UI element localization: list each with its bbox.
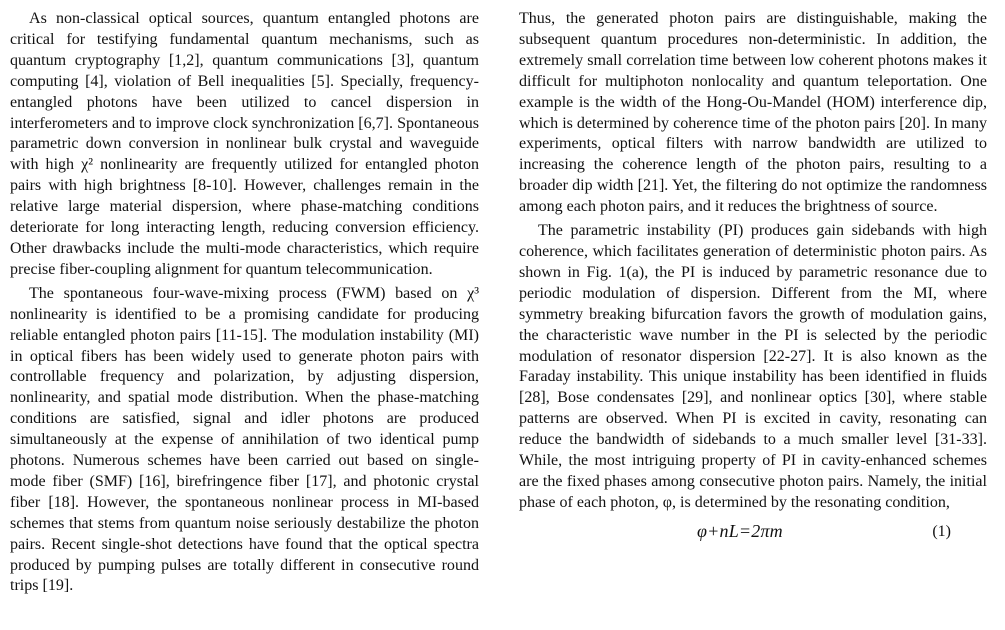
equation-expression: φ+nL=2πm [697,520,783,541]
equation-number: (1) [932,522,951,540]
intro-paragraph-2: The spontaneous four-wave-mixing process (FWM) based on χ³ nonlinearity is identified to be a promising candidate for producing reliable entangled photon pairs [11-15]. The modulation instability (MI) in optical fibers has been widely used to generate photon pairs with controllable frequency and polarization, by adjusting dispersion, nonlinearity, and spatial mode distribution. When the phase-matching conditions are satisfied, signal and idler photons are produced simultaneously at the expense of annihilation of two identical pump photons. Numerous schemes have been carried out based on single-mode fiber (SMF) [16], birefringence fiber [17], and photonic crystal fiber [18]. However, the spontaneous nonlinear process in MI-based schemes that stems from quantum noise seriously destabilize the photon pairs. Recent single-shot detections have found that the optical spectra produced by pumping pulses are totally different in consecutive round trips [19]. [10,284,479,595]
intro-paragraph-1: As non-classical optical sources, quantum entangled photons are critical for testifying fundamental quantum mechanisms, such as quantum cryptography [1,2], quantum communications [3], quantum computing [4], violation of Bell inequalities [5]. Specially, frequency-entangled photons have been utilized to cancel dispersion in interferometers and to improve clock synchronization [6,7]. Spontaneous parametric down conversion in nonlinear bulk crystal and waveguide with high χ² nonlinearity are frequently utilized for entangled photon pairs with high brightness [8-10]. However, challenges remain in the relative large material dispersion, where phase-matching conditions deteriorate for long interacting length, reducing conversion efficiency. Other drawbacks include the multi-mode characteristics, which require precise fiber-coupling alignment for quantum telecommunication. [10,10,479,278]
parametric-instability-paragraph: The parametric instability (PI) produces gain sidebands with high coherence, which facilitates generation of deterministic photon pairs. As shown in Fig. 1(a), the PI is induced by parametric resonance due to periodic modulation of dispersion. Different from the MI, where symmetry breaking bifurcation favors the growth of modulation gains, the characteristic wave number in the PI is selected by the periodic modulation of resonator dispersion [22-27]. It is also known as the Faraday instability. This unique instability has been identified in fluids [28], Bose condensates [29], and nonlinear optics [30], where stable patterns are observed. When PI is excited in cavity, resonating can reduce the bandwidth of sidebands to a much smaller level [31-33]. While, the most intriguing property of PI in cavity-enhanced schemes are the fixed phases among consecutive photon pairs. Namely, the initial phase of each photon, φ, is determined by the resonating condition, [519,222,987,511]
right-column [519,9,987,548]
equation-block [519,520,987,548]
left-column [10,9,479,597]
continued-paragraph: Thus, the generated photon pairs are distinguishable, making the subsequent quantum procedures non-deterministic. In addition, the extremely small correlation time between low coherent photons makes it difficult for multiphoton nonlocality and quantum teleportation. One example is the width of the Hong-Ou-Mandel (HOM) interference dip, which is determined by coherence time of the photon pairs [20]. In many experiments, optical filters with narrow bandwidth are utilized to increasing the coherence length of the photon pairs, resulting to a broader dip width [21]. Yet, the filtering do not optimize the randomness among each photon pairs, and it reduces the brightness of source. [519,10,987,216]
